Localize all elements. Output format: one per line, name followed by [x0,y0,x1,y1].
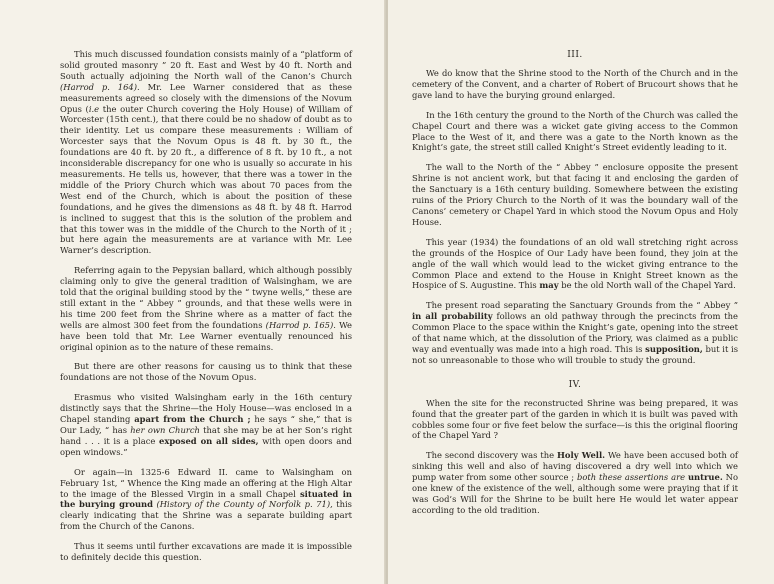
paragraph [412,162,738,227]
bold-text: exposed on all sides, [159,435,259,446]
italic-text: (History of the County of Norfolk p. 71), [156,499,333,510]
paragraph [60,361,352,383]
italic-text: (Harrod p. 165). [265,319,336,330]
right-page-text [412,50,738,525]
text-run: Thus it seems until further excavations are made it is impossible to definitely decide this question. [60,541,352,563]
text-run: with open doors and open windows.” [60,435,352,457]
text-run: No one knew of the existence of the well, although some were praying that if it was God’s Will for the Shrine to be built here He would let water appear according to the old tradition. [412,472,738,515]
text-run: be the old North wall of the Chapel Yard. [558,280,736,291]
bold-text: Holy Well. [557,450,606,461]
section-iv-body [412,398,738,516]
bold-text: situated in the burying ground [60,488,352,510]
paragraph [412,237,738,292]
paragraph [412,110,738,154]
text-run: In the 16th century the ground to the North of the Church was called the Chapel Court and there was a wicket gate giving access to the Common Place to the West of it, and there was a gate to the North known as the Knight’s gate, the street still called Knight’s Street evidently leading to it. [412,109,738,153]
bold-text: in all probability [412,311,493,322]
left-page-text [60,49,352,572]
section-heading-iv: IV. [568,379,582,390]
paragraph [60,392,352,457]
text-run: Or again—in 1325-6 Edward II. came to Walsingham on February 1st, “ Whence the King made an offering at the High Altar to the image of the Blessed Virgin in a small Chapel [60,466,352,499]
italic-text: i.e [88,103,100,114]
italic-text: her own Church [130,425,200,435]
text-run: The present road separating the Sanctuary Grounds from the “ Abbey ” [426,300,738,311]
text-run: The second discovery was the [426,450,558,461]
paragraph [60,49,352,256]
paragraph [60,467,352,532]
bold-text: apart from the Church ; [134,414,251,425]
italic-text: both these assertions are [577,472,686,483]
bold-text: untrue. [687,472,723,483]
right-page [388,0,774,584]
paragraph [60,265,352,352]
section-heading-iii: III. [567,50,583,60]
paragraph [412,68,738,101]
text-run: Referring again to the Pepysian ballard, which although possibly claiming only to give the general tradition of Walsingham, we are told that the original building stood by the “ twyne wells,” these are still extant in the “ Abbey ” grounds, and that these wells were in his time 200 feet from the Shrine where as a matter of fact the wells are almost 300 feet from the foundations [60,265,352,330]
text-run: When the site for the reconstructed Shrine was being prepared, it was found that the greater part of the garden in which it is built was paved with cobbles some four or five feet below the surface—is this the original flooring of the Chapel Yard ? [412,397,738,441]
text-run: but it is not so unreasonable to those who will trouble to study the ground. [412,343,738,365]
text-run: the outer Church covering the Holy House) of William of Worcester (15th cent.), that there could be no shadow of doubt as to their identity. Let us compare these measurements : William of Worcester says that the Novum Opus is 48 ft. by 30 ft., the foundations are 40 ft. by 20 ft., a difference of 8 ft. by 10 ft., a not inconsiderable discrepancy for one who is usually so accurate in his measurements. He tells us, however, that there was a tower in the middle of the Priory Church which was about 70 paces from the West end of the Church, which is about the position of these foundations, and he gives the dimensions as 48 ft. by 48 ft. Harrod is inclined to suggest that this is the solution of the problem and that this tower was in the middle of the Church to the North of it ; but here again the measurements are at variance with Mr. Lee Warner’s description. [60,103,352,256]
text-run: Erasmus who visited Walsingham early in the 16th century distinctly says that the Shrine—the Holy House—was enclosed in a Chapel standing [60,392,352,425]
text-run: But there are other reasons for causing us to think that these foundations are not those of the Novum Opus. [60,361,352,383]
section-iii-body [412,68,738,366]
text-run: this clearly indicating that the Shrine was a separate building apart from the Church of the Canons. [60,499,352,532]
text-run: that she may be at her Son’s right hand . . . it is a place [60,425,352,446]
text-run: This year (1934) the foundations of an old wall stretching right across the grounds of the Hospice of Our Lady have been found, they join at the angle of the wall which would lead to the wicket giving entrance to the Common Place and extend to the House in Knight Street known as the Hospice of S. Augustine. This [412,236,738,291]
paragraph [412,300,738,365]
bold-text: supposition, [645,343,703,354]
bold-text: may [539,280,559,291]
text-run: We do know that the Shrine stood to the North of the Church and in the cemetery of the Convent, and a charter of Robert of Brucourt shows that he gave land to have the burying ground enlarged. [412,68,738,100]
text-run: The wall to the North of the “ Abbey ” enclosure opposite the present Shrine is not ancient work, but that facing it and enclosing the garden of the Sanctuary is a 16th century building. Somewhere between the existing ruins of the Priory Church to the North of it was the boundary wall of the Canons’ cemetery or Chapel Yard in which stood the Novum Opus and Holy House. [412,162,738,227]
text-run: This much discussed foundation consists mainly of a “platform of solid grouted masonry ” 20 ft. East and West by 40 ft. North and South actually adjoining the North wall of the Canon’s Church [60,49,352,81]
left-page [0,0,386,584]
paragraph [412,450,738,515]
text-run: Mr. Lee Warner considered that as these measurements agreed so closely with the dimensions of the Novum Opus ( [60,81,352,114]
paragraph [412,398,738,442]
text-run: We have been accused both of sinking this well and also of having discovered a dry well into which we pump water from some other source ; [412,450,738,483]
text-run: We have been told that Mr. Lee Warner eventually renounced his original opinion as to the nature of these remains. [60,319,352,352]
paragraph [60,541,352,563]
text-run: he says “ she,” that is Our Lady, “ has [60,414,352,435]
italic-text: (Harrod p. 164). [60,81,140,92]
text-run: follows an old pathway through the precincts from the Common Place to the space within the Knight’s gate, opening into the street of that name which, at the dissolution of the Priory, was claimed as a public way and eventually was made into a high road. This is [412,311,738,354]
